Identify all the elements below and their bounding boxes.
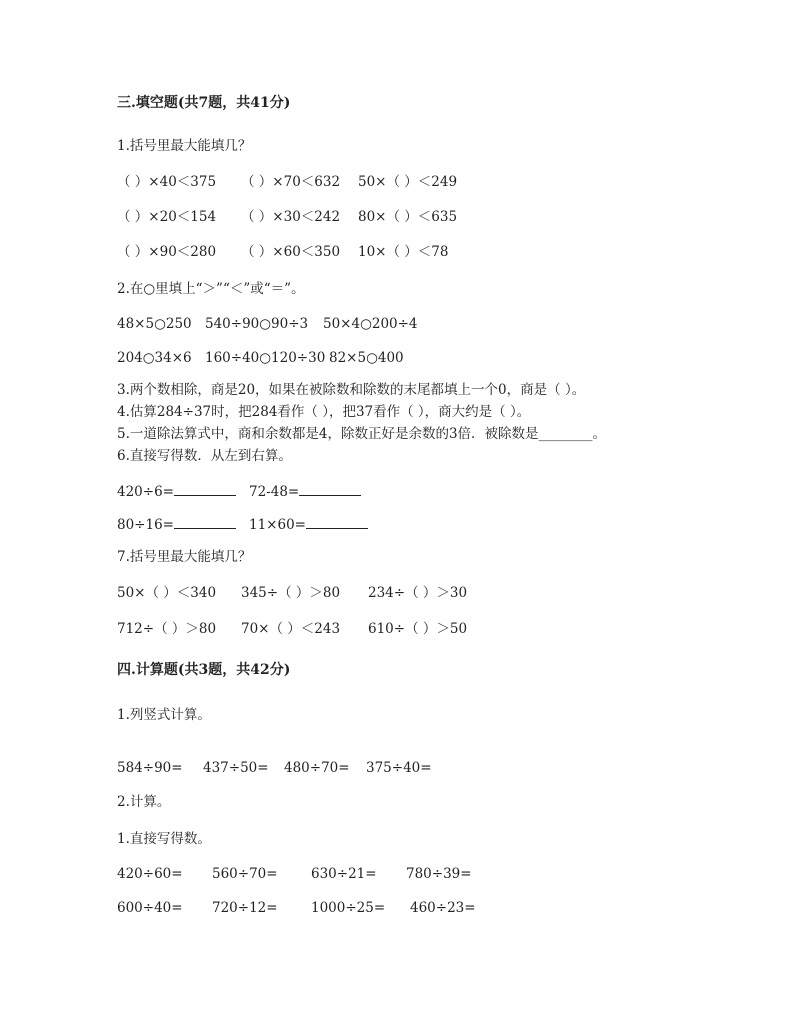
s4-q1-item: 480÷70= — [284, 760, 350, 776]
s4-q2-row-1 — [117, 865, 472, 883]
s4-q2-item: 720÷12= — [212, 900, 278, 916]
q1-item: （ ）×70＜632 — [241, 174, 341, 190]
q7-item: 234÷（ ）＞30 — [368, 585, 468, 601]
answer-blank — [174, 482, 236, 496]
q2-item: 82×5○400 — [329, 350, 404, 366]
answer-blank — [174, 515, 236, 529]
q7-item: 610÷（ ）＞50 — [368, 621, 468, 637]
q2-row-2 — [117, 349, 404, 367]
q1-row-3 — [117, 243, 448, 261]
q1-prompt: 1.括号里最大能填几？ — [117, 138, 252, 154]
s4-q1-row — [117, 759, 432, 777]
q2-item: 48×5○250 — [117, 316, 192, 332]
q1-item: 10×（ ）＜78 — [358, 244, 449, 260]
q2-item: 540÷90○90÷3 — [205, 316, 309, 332]
q1-item: （ ）×30＜242 — [241, 209, 341, 225]
q6-item: 72-48= — [248, 484, 300, 500]
q2-prompt: 2.在○里填上“＞”“＜”或“＝”。 — [117, 281, 305, 297]
q4-text: 4.估算284÷37时，把284看作（ ），把37看作（ ），商大约是（ ）。 — [117, 404, 531, 420]
q5-text: 5.一道除法算式中，商和余数都是4，除数正好是余数的3倍．被除数是________。 — [117, 426, 607, 442]
s4-q2-item: 420÷60= — [117, 866, 183, 882]
q1-item: 80×（ ）＜635 — [358, 209, 458, 225]
q1-item: （ ）×60＜350 — [241, 244, 341, 260]
q1-row-1 — [117, 173, 457, 191]
q1-item: （ ）×20＜154 — [117, 209, 217, 225]
s4-q1-item: 584÷90= — [117, 760, 183, 776]
s4-q1-item: 375÷40= — [366, 760, 432, 776]
q1-row-2 — [117, 208, 457, 226]
q1-item: （ ）×40＜375 — [117, 174, 217, 190]
q3-text: 3.两个数相除，商是20，如果在被除数和除数的末尾都填上一个0，商是（ ）。 — [117, 382, 586, 398]
q7-item: 70×（ ）＜243 — [241, 621, 341, 637]
q7-item: 712÷（ ）＞80 — [117, 621, 217, 637]
section-3-title: 三.填空题(共7题，共41分) — [117, 95, 291, 111]
s4-q2-row-2 — [117, 899, 476, 917]
q6-prompt: 6.直接写得数．从左到右算。 — [117, 448, 292, 464]
q2-row-1 — [117, 315, 418, 333]
s4-q1-prompt: 1.列竖式计算。 — [117, 707, 211, 723]
s4-q2-sub-prompt: 1.直接写得数。 — [117, 831, 211, 847]
q6-row-1 — [117, 482, 361, 501]
s4-q2-item: 1000÷25= — [311, 900, 386, 916]
s4-q2-prompt: 2.计算。 — [117, 794, 171, 810]
section-4-title: 四.计算题(共3题，共42分) — [117, 662, 291, 678]
answer-blank — [299, 482, 361, 496]
q6-item: 80÷16= — [117, 517, 174, 533]
q7-prompt: 7.括号里最大能填几？ — [117, 549, 252, 565]
q6-item: 420÷6= — [117, 484, 174, 500]
s4-q1-item: 437÷50= — [203, 760, 269, 776]
s4-q2-item: 630÷21= — [311, 866, 377, 882]
s4-q2-item: 600÷40= — [117, 900, 183, 916]
s4-q2-item: 780÷39= — [406, 866, 472, 882]
s4-q2-item: 560÷70= — [212, 866, 278, 882]
s4-q2-item: 460÷23= — [410, 900, 476, 916]
q1-item: （ ）×90＜280 — [117, 244, 217, 260]
q7-row-2 — [117, 620, 467, 638]
q7-row-1 — [117, 584, 467, 602]
q2-item: 204○34×6 — [117, 350, 192, 366]
q7-item: 50×（ ）＜340 — [117, 585, 217, 601]
q2-item: 50×4○200÷4 — [323, 316, 418, 332]
q6-item: 11×60= — [248, 517, 306, 533]
q7-item: 345÷（ ）＞80 — [241, 585, 341, 601]
q6-row-2 — [117, 515, 368, 534]
q1-item: 50×（ ）＜249 — [358, 174, 458, 190]
q2-item: 160÷40○120÷30 — [205, 350, 326, 366]
answer-blank — [306, 515, 368, 529]
